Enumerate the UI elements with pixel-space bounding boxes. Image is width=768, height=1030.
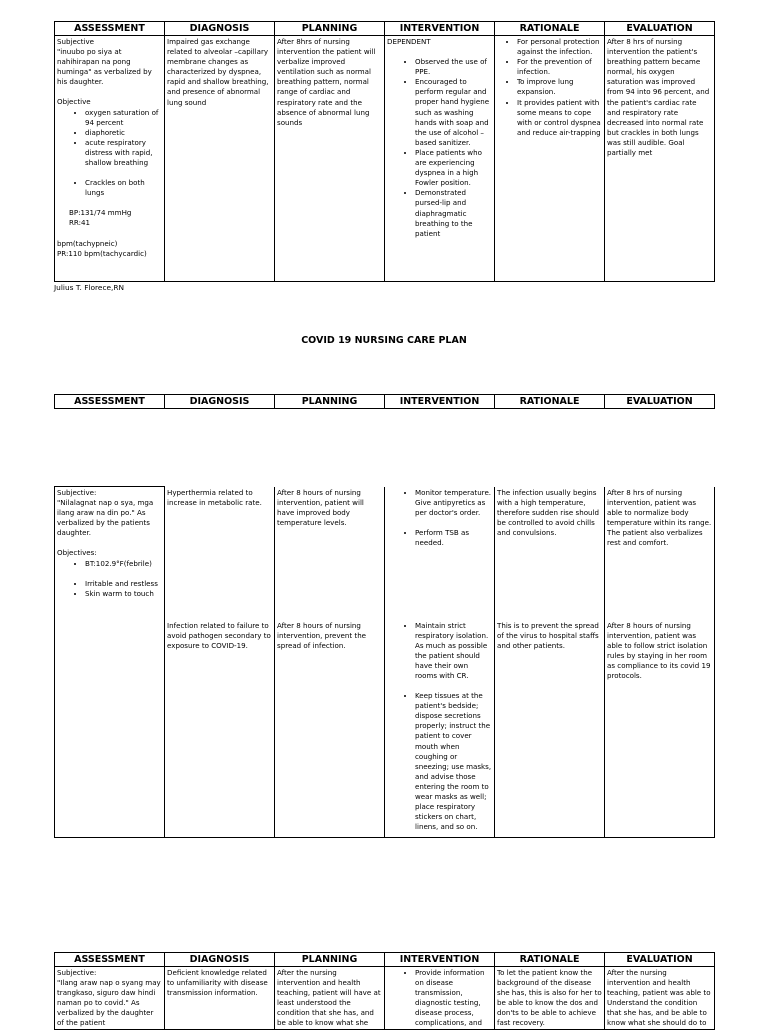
evaluation-cell: After 8 hrs of nursing intervention the patient's breathing pattern became normal, his oxygen saturation was improved from 94 into 96 percent, and the patient's cardiac rate and respiratory rate decreased into normal rate but crackles in both lungs was still audible. Goal partially met bbox=[605, 36, 715, 282]
diagnosis-cell: Hyperthermia related to increase in metabolic rate. bbox=[165, 487, 275, 620]
list-item: • Keep tissues at the patient's bedside; dispose secretions properly; instruct the patient to cover mouth when coughing or sneezing; use masks, and advise those entering the room to wear masks as well; place respiratory stickers on chart, linens, and so on. bbox=[415, 691, 492, 832]
list-item: • acute respiratory distress with rapid, shallow breathing bbox=[85, 138, 162, 168]
list-item: • Perform TSB as needed. bbox=[415, 528, 492, 548]
assessment-objective-label: Objectives: bbox=[57, 548, 97, 558]
header-evaluation: EVALUATION bbox=[605, 953, 715, 967]
intervention-list bbox=[387, 488, 492, 548]
list-item: • Skin warm to touch bbox=[85, 589, 162, 599]
rationale-cell: To let the patient know the background of the disease she has, this is also for her to be able to know the dos and don'ts to be able to achieve fast recovery. bbox=[495, 967, 605, 1030]
assessment-objective-label: Objective bbox=[57, 97, 91, 107]
care-plan-table-gas-exchange bbox=[54, 21, 715, 282]
intervention-cell bbox=[385, 36, 495, 282]
header-evaluation: EVALUATION bbox=[605, 22, 715, 36]
header-planning: PLANNING bbox=[275, 22, 385, 36]
diagnosis-cell: Impaired gas exchange related to alveolar –capillary membrane changes as characterized by dyspnea, rapid and shallow breathing, and presence of abnormal lung sound bbox=[165, 36, 275, 282]
list-item: • Maintain strict respiratory isolation. As much as possible the patient should have their own rooms with CR. bbox=[415, 621, 492, 682]
page-title: COVID 19 NURSING CARE PLAN bbox=[301, 335, 467, 346]
intervention-list bbox=[387, 57, 492, 239]
assessment-subjective: Subjective: "Nilalagnat nap o sya, mga ilang araw na din po." As verbalized by the patients daughter. bbox=[57, 488, 154, 538]
evaluation-cell: After 8 hours of nursing intervention, patient was able to follow strict isolation rules by staying in her room as compliance to its covid 19 protocols. bbox=[605, 620, 715, 838]
list-item: • Encouraged to perform regular and proper hand hygiene such as washing hands with soap and the use of alcohol – based sanitizer. bbox=[415, 77, 492, 148]
header-intervention: INTERVENTION bbox=[385, 395, 495, 409]
list-item: • For the prevention of infection. bbox=[517, 57, 602, 77]
header-rationale: RATIONALE bbox=[495, 395, 605, 409]
care-plan-table-knowledge bbox=[54, 952, 715, 1030]
table-row bbox=[55, 487, 715, 620]
evaluation-cell: After the nursing intervention and health teaching, patient was able to Understand the condition that she has, and be able to know what she should do to bbox=[605, 967, 715, 1030]
list-item: • Observed the use of PPE. bbox=[415, 57, 492, 77]
header-row bbox=[55, 953, 715, 967]
list-item: • Monitor temperature. Give antipyretics as per doctor's order. bbox=[415, 488, 492, 518]
planning-cell: After 8hrs of nursing intervention the patient will verbalize improved ventilation such as normal breathing pattern, normal range of cardiac and respiratory rate and the absence of abnormal lung sounds bbox=[275, 36, 385, 282]
evaluation-cell: After 8 hrs of nursing intervention, patient was able to normalize body temperature within its range. The patient also verbalizes rest and comfort. bbox=[605, 487, 715, 620]
intervention-cell bbox=[385, 487, 495, 620]
header-diagnosis: DIAGNOSIS bbox=[165, 395, 275, 409]
intervention-list bbox=[387, 621, 492, 833]
list-item: • BT:102.9°F(febrile) bbox=[85, 559, 162, 569]
table-row bbox=[55, 36, 715, 282]
list-item: • diaphoretic bbox=[85, 128, 162, 138]
intervention-cell bbox=[385, 620, 495, 838]
header-assessment: ASSESSMENT bbox=[55, 395, 165, 409]
header-rationale: RATIONALE bbox=[495, 953, 605, 967]
intervention-cell bbox=[385, 967, 495, 1030]
intervention-list bbox=[387, 968, 492, 1029]
header-planning: PLANNING bbox=[275, 953, 385, 967]
planning-cell: After 8 hours of nursing intervention, prevent the spread of infection. bbox=[275, 620, 385, 838]
assessment-cell: Subjective: "Ilang araw nap o syang may trangkaso, siguro daw hindi naman po to covid." As verbalized by the daughter of the patient bbox=[55, 967, 165, 1030]
list-item: • Place patients who are experiencing dyspnea in a high Fowler position. bbox=[415, 148, 492, 188]
rationale-list bbox=[497, 37, 602, 138]
planning-cell: After 8 hours of nursing intervention, patient will have improved body temperature levels. bbox=[275, 487, 385, 620]
list-item: • Crackles on both lungs bbox=[85, 178, 162, 198]
assessment-cell bbox=[55, 36, 165, 282]
nurse-signature: Julius T. Florece,RN bbox=[54, 283, 125, 292]
header-row bbox=[55, 22, 715, 36]
header-intervention: INTERVENTION bbox=[385, 22, 495, 36]
header-planning: PLANNING bbox=[275, 395, 385, 409]
rationale-cell: The infection usually begins with a high temperature, therefore sudden rise should be controlled to avoid chills and convulsions. bbox=[495, 487, 605, 620]
header-rationale: RATIONALE bbox=[495, 22, 605, 36]
header-intervention: INTERVENTION bbox=[385, 953, 495, 967]
header-diagnosis: DIAGNOSIS bbox=[165, 22, 275, 36]
assessment-objective-list bbox=[57, 108, 162, 199]
list-item: • oxygen saturation of 94 percent bbox=[85, 108, 162, 128]
assessment-subjective: Subjective "inuubo po siya at nahihirapan na pong huminga" as verbalized by his daughter. bbox=[57, 37, 152, 87]
care-plan-table-header bbox=[54, 394, 715, 409]
header-assessment: ASSESSMENT bbox=[55, 953, 165, 967]
list-item: • It provides patient with some means to cope with or control dyspnea and reduce air-trapping bbox=[517, 98, 602, 138]
diagnosis-cell: Infection related to failure to avoid pathogen secondary to exposure to COVID-19. bbox=[165, 620, 275, 838]
list-item: • Demonstrated pursed-lip and diaphragmatic breathing to the patient bbox=[415, 188, 492, 238]
list-item: • To improve lung expansion. bbox=[517, 77, 602, 97]
header-evaluation: EVALUATION bbox=[605, 395, 715, 409]
intervention-type-label: DEPENDENT bbox=[387, 37, 431, 46]
header-row bbox=[55, 395, 715, 409]
header-assessment: ASSESSMENT bbox=[55, 22, 165, 36]
diagnosis-cell: Deficient knowledge related to unfamiliarity with disease transmission information. bbox=[165, 967, 275, 1030]
list-item: • Irritable and restless bbox=[85, 579, 162, 589]
table-row bbox=[55, 967, 715, 1030]
list-item: • For personal protection against the infection. bbox=[517, 37, 602, 57]
rationale-cell bbox=[495, 36, 605, 282]
care-plan-table-hyperthermia bbox=[54, 486, 715, 838]
assessment-vitals: BP:131/74 mmHg RR:41 bbox=[69, 208, 132, 228]
assessment-vitals-extra: bpm(tachypneic) PR:110 bpm(tachycardic) bbox=[57, 238, 147, 258]
planning-cell: After the nursing intervention and health teaching, patient will have at least understood the condition that she has, and be able to know what she bbox=[275, 967, 385, 1030]
list-item: • Provide information on disease transmission, diagnostic testing, disease process, complications, and bbox=[415, 968, 492, 1029]
assessment-objective-list bbox=[57, 559, 162, 599]
rationale-cell: This is to prevent the spread of the virus to hospital staffs and other patients. bbox=[495, 620, 605, 838]
assessment-cell bbox=[55, 487, 165, 838]
header-diagnosis: DIAGNOSIS bbox=[165, 953, 275, 967]
